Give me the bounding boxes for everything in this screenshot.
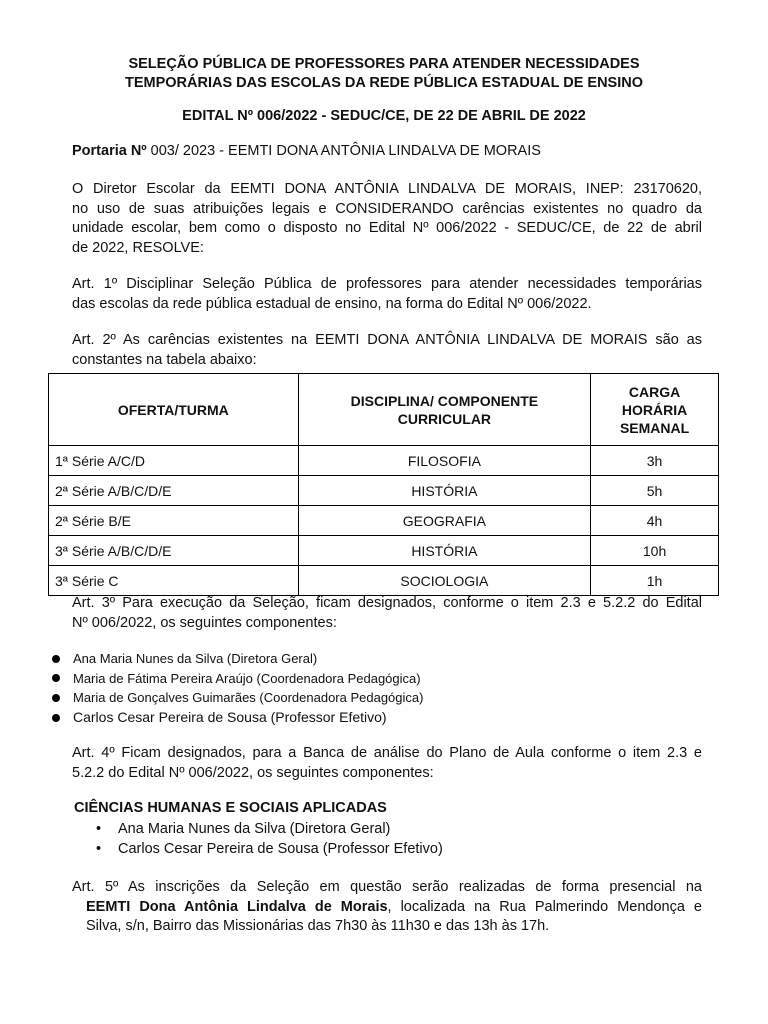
art2-paragraph [72, 331, 702, 370]
cell-turma: 2ª Série B/E [49, 506, 299, 536]
intro-line-2: no uso de suas atribuições legais e CONSIDERANDO carências existentes no quadro da [72, 200, 702, 217]
art1-line-2: das escolas da rede pública estadual de ensino, na forma do Edital Nº 006/2022. [72, 295, 592, 312]
art5-line-2: EEMTI Dona Antônia Lindalva de Morais, localizada na Rua Palmerindo Mendonça e [86, 898, 702, 915]
art4-line-2: 5.2.2 do Edital Nº 006/2022, os seguintes componentes: [72, 764, 434, 781]
cell-disciplina: SOCIOLOGIA [298, 566, 590, 596]
intro-line-4: de 2022, RESOLVE: [72, 239, 204, 256]
bullet-icon [52, 714, 60, 722]
table-row [49, 506, 719, 536]
header-carga: CARGA HORÁRIA SEMANAL [591, 374, 719, 446]
cell-carga: 1h [591, 566, 719, 596]
cell-turma: 1ª Série A/C/D [49, 446, 299, 476]
header-line-2: TEMPORÁRIAS DAS ESCOLAS DA REDE PÚBLICA ESTADUAL DE ENSINO [124, 75, 643, 91]
cell-carga: 10h [591, 536, 719, 566]
cell-carga: 3h [591, 446, 719, 476]
bullet-icon [52, 694, 60, 702]
header-oferta: OFERTA/TURMA [49, 374, 299, 446]
bullet-icon [52, 655, 60, 663]
bullet-icon [52, 674, 60, 682]
list-item: • Carlos Cesar Pereira de Sousa (Professor Efetivo) [96, 841, 443, 857]
header-disciplina: DISCIPLINA/ COMPONENTE CURRICULAR [298, 374, 590, 446]
art2-line-2: constantes na tabela abaixo: [72, 351, 257, 368]
art4-paragraph [72, 744, 702, 783]
bullet-icon: • [96, 821, 102, 837]
art4-line-1: Art. 4º Ficam designados, para a Banca de análise do Plano de Aula conforme o item 2.3 e [72, 745, 702, 761]
art5-line-1: Art. 5º As inscrições da Seleção em questão serão realizadas de forma presencial na [72, 879, 702, 895]
carencias-table [48, 373, 719, 596]
cell-disciplina: FILOSOFIA [298, 446, 590, 476]
list-item: • Ana Maria Nunes da Silva (Diretora Geral) [96, 821, 391, 837]
art3-paragraph [72, 594, 702, 633]
portaria-line [72, 142, 702, 162]
table-row [49, 536, 719, 566]
cell-disciplina: HISTÓRIA [298, 536, 590, 566]
cell-disciplina: HISTÓRIA [298, 476, 590, 506]
portaria-label: Portaria Nº [72, 143, 147, 159]
art1-line-1: Art. 1º Disciplinar Seleção Pública de professores para atender necessidades temporárias [72, 276, 702, 292]
cell-turma: 3ª Série A/B/C/D/E [49, 536, 299, 566]
edital-title: EDITAL Nº 006/2022 - SEDUC/CE, DE 22 DE ABRIL DE 2022 [182, 108, 586, 124]
list-item: Carlos Cesar Pereira de Sousa (Professor Efetivo) [52, 708, 423, 728]
list-item: Ana Maria Nunes da Silva (Diretora Geral) [52, 649, 423, 669]
art1-paragraph [72, 275, 702, 314]
table-row [49, 566, 719, 596]
committee-list [52, 649, 423, 727]
table-header-row [49, 374, 719, 446]
table-row [49, 446, 719, 476]
intro-line-1: O Diretor Escolar da EEMTI DONA ANTÔNIA LINDALVA DE MORAIS, INEP: 23170620, [72, 181, 702, 197]
cell-carga: 5h [591, 476, 719, 506]
art3-line-1: Art. 3º Para execução da Seleção, ficam designados, conforme o item 2.3 e 5.2.2 do Edital [72, 595, 702, 611]
intro-line-3: unidade escolar, bem como o disposto no Edital Nº 006/2022 - SEDUC/CE, de 22 de abril [72, 220, 702, 236]
area-title: CIÊNCIAS HUMANAS E SOCIAIS APLICADAS [74, 800, 387, 816]
bullet-icon: • [96, 841, 102, 857]
school-name: EEMTI Dona Antônia Lindalva de Morais [86, 898, 388, 915]
art2-line-1: Art. 2º As carências existentes na EEMTI DONA ANTÔNIA LINDALVA DE MORAIS são as [72, 332, 702, 348]
cell-turma: 2ª Série A/B/C/D/E [49, 476, 299, 506]
intro-paragraph [72, 180, 702, 258]
list-item: Maria de Gonçalves Guimarães (Coordenadora Pedagógica) [52, 688, 423, 708]
header-line-1: SELEÇÃO PÚBLICA DE PROFESSORES PARA ATENDER NECESSIDADES [128, 56, 640, 72]
art3-line-2: Nº 006/2022, os seguintes componentes: [72, 614, 337, 631]
table-row [49, 476, 719, 506]
art5-line-3: Silva, s/n, Bairro das Missionárias das 7h30 às 11h30 e das 13h às 17h. [86, 918, 550, 934]
cell-disciplina: GEOGRAFIA [298, 506, 590, 536]
cell-turma: 3ª Série C [49, 566, 299, 596]
portaria-text: 003/ 2023 - EEMTI DONA ANTÔNIA LINDALVA DE MORAIS [146, 143, 541, 159]
art5-paragraph [72, 878, 702, 937]
cell-carga: 4h [591, 506, 719, 536]
area-member-list [96, 819, 443, 859]
list-item: Maria de Fátima Pereira Araújo (Coordenadora Pedagógica) [52, 669, 423, 689]
